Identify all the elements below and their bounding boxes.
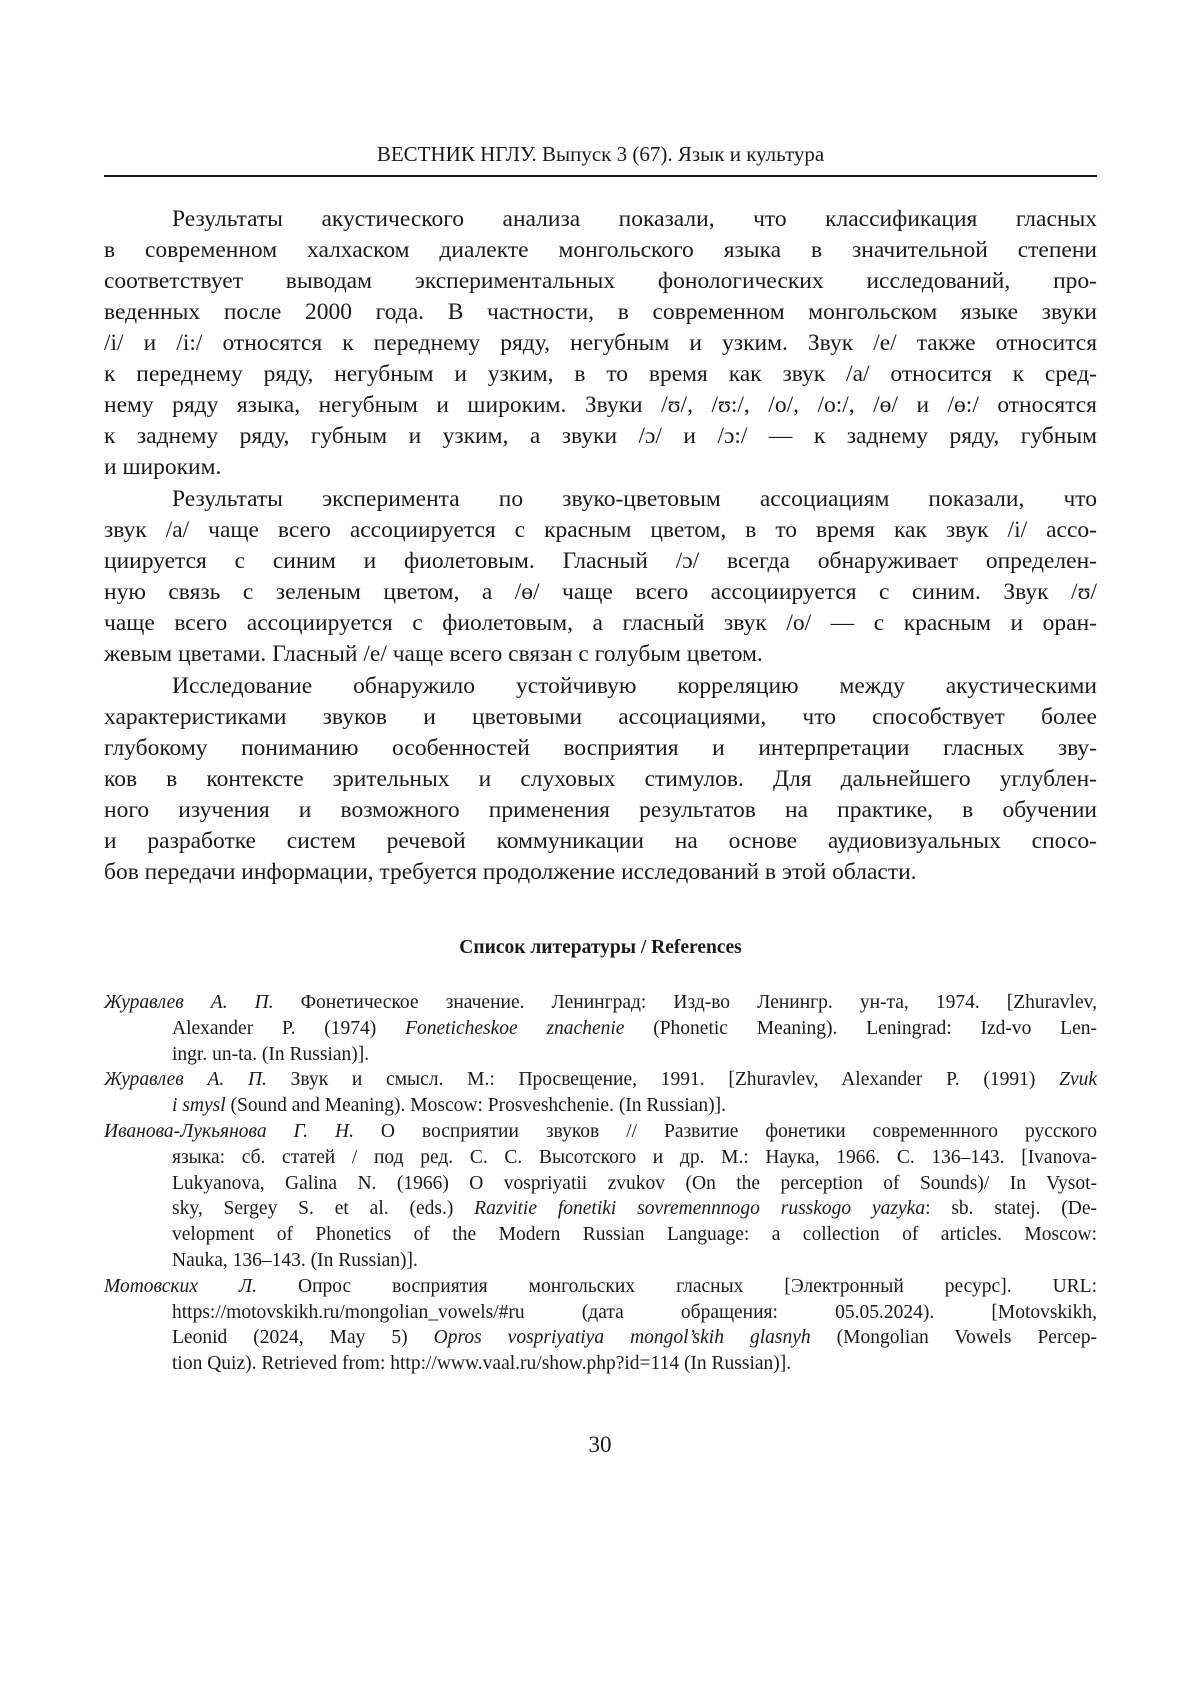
text-line: жевым цветами. Гласный /e/ чаще всего связан с голубым цветом. (104, 639, 1097, 670)
text-segment: Alexander P. (1974) (172, 1018, 405, 1039)
reference-line (104, 1325, 1097, 1351)
reference-line (104, 990, 1097, 1016)
text-line: и разработке систем речевой коммуникации на основе аудиовизуальных спосо- (104, 826, 1097, 857)
text-line: Исследование обнаружило устойчивую корреляцию между акустическими (104, 671, 1097, 702)
text-segment: https://motovskikh.ru/mongolian_vowels/#ru (дата обращения: 05.05.2024). [Motovskikh, (172, 1302, 1097, 1323)
reference-line (104, 1351, 1097, 1377)
paragraph (104, 204, 1097, 483)
italic-segment: Мотовских Л. (104, 1276, 257, 1297)
page-number: 30 (0, 1432, 1200, 1458)
italic-segment: Журавлев А. П. (104, 1069, 267, 1090)
header-rule (104, 175, 1097, 177)
reference-line (104, 1171, 1097, 1197)
paragraph (104, 671, 1097, 888)
text-segment: Опрос восприятия монгольских гласных [Электронный ресурс]. URL: (257, 1276, 1097, 1297)
reference-item (104, 990, 1097, 1067)
reference-line (104, 1145, 1097, 1171)
text-line: бов передачи информации, требуется продолжение исследований в этой области. (104, 857, 1097, 888)
italic-segment: Журавлев А. П. (104, 992, 274, 1013)
text-line: в современном халхаском диалекте монгольского языка в значительной степени (104, 235, 1097, 266)
reference-item (104, 1119, 1097, 1274)
references-heading: Список литературы / References (104, 937, 1097, 959)
text-line: звук /a/ чаще всего ассоциируется с красным цветом, в то время как звук /i/ ассо- (104, 515, 1097, 546)
text-line: Результаты эксперимента по звуко-цветовым ассоциациям показали, что (104, 484, 1097, 515)
text-line: ков в контексте зрительных и слуховых стимулов. Для дальнейшего углублен- (104, 764, 1097, 795)
references-list (104, 990, 1097, 1377)
reference-line (104, 1067, 1097, 1093)
text-line: к заднему ряду, губным и узким, а звуки /ɔ/ и /ɔ:/ — к заднему ряду, губным (104, 421, 1097, 452)
text-segment: ingr. un-ta. (In Russian)]. (172, 1044, 369, 1065)
text-line: соответствует выводам экспериментальных фонологических исследований, про- (104, 266, 1097, 297)
article-body (104, 204, 1097, 889)
italic-segment: Opros vospriyatiya mongol’skih glasnyh (434, 1327, 811, 1348)
paragraph (104, 484, 1097, 670)
reference-item (104, 1274, 1097, 1377)
reference-line (104, 1016, 1097, 1042)
reference-line (104, 1300, 1097, 1326)
text-segment: Nauka, 136–143. (In Russian)]. (172, 1250, 418, 1271)
text-line: ную связь с зеленым цветом, а /ɵ/ чаще всего ассоциируется с синим. Звук /ʊ/ (104, 577, 1097, 608)
reference-line (104, 1042, 1097, 1068)
running-header: ВЕСТНИК НГЛУ. Выпуск 3 (67). Язык и культура (104, 142, 1097, 167)
text-segment: tion Quiz). Retrieved from: http://www.vaal.ru/show.php?id=114 (In Russian)]. (172, 1353, 791, 1374)
text-segment: языка: сб. статей / под ред. С. С. Высотского и др. М.: Наука, 1966. С. 136–143. [Ivanova- (172, 1147, 1097, 1168)
italic-segment: i smysl (172, 1095, 226, 1116)
text-segment: velopment of Phonetics of the Modern Russian Language: a collection of articles. Moscow: (172, 1224, 1097, 1245)
italic-segment: Foneticheskoe znachenie (405, 1018, 624, 1039)
reference-line (104, 1093, 1097, 1119)
reference-line (104, 1196, 1097, 1222)
italic-segment: Zvuk (1059, 1069, 1097, 1090)
text-segment: (Mongolian Vowels Percep- (811, 1327, 1097, 1348)
text-segment: Фонетическое значение. Ленинград: Изд-во Ленингр. ун-та, 1974. [Zhuravlev, (274, 992, 1097, 1013)
text-segment: sky, Sergey S. et al. (eds.) (172, 1198, 474, 1219)
italic-segment: Razvitie fonetiki sovremennnogo russkogo yazyka (474, 1198, 925, 1219)
text-segment: Leonid (2024, May 5) (172, 1327, 434, 1348)
text-line: веденных после 2000 года. В частности, в современном монгольском языке звуки (104, 297, 1097, 328)
text-segment: (Phonetic Meaning). Leningrad: Izd-vo Len- (624, 1018, 1097, 1039)
text-line: чаще всего ассоциируется с фиолетовым, а гласный звук /o/ — с красным и оран- (104, 608, 1097, 639)
reference-item (104, 1067, 1097, 1119)
text-line: нему ряду языка, негубным и широким. Звуки /ʊ/, /ʊ:/, /o/, /o:/, /ɵ/ и /ɵ:/ относятся (104, 390, 1097, 421)
text-segment: (Sound and Meaning). Moscow: Prosveshchenie. (In Russian)]. (226, 1095, 726, 1116)
reference-line (104, 1248, 1097, 1274)
text-line: и широким. (104, 452, 1097, 483)
reference-line (104, 1222, 1097, 1248)
text-segment: : sb. statej. (De- (925, 1198, 1097, 1219)
reference-line (104, 1274, 1097, 1300)
italic-segment: Иванова-Лукьянова Г. Н. (104, 1121, 354, 1142)
text-line: характеристиками звуков и цветовыми ассоциациями, что способствует более (104, 702, 1097, 733)
text-segment: Звук и смысл. М.: Просвещение, 1991. [Zhuravlev, Alexander P. (1991) (267, 1069, 1059, 1090)
text-line: /i/ и /i:/ относятся к переднему ряду, негубным и узким. Звук /e/ также относится (104, 328, 1097, 359)
text-line: циируется с синим и фиолетовым. Гласный /ɔ/ всегда обнаруживает определен- (104, 546, 1097, 577)
text-line: к переднему ряду, негубным и узким, в то время как звук /a/ относится к сред- (104, 359, 1097, 390)
text-line: ного изучения и возможного применения результатов на практике, в обучении (104, 795, 1097, 826)
text-line: Результаты акустического анализа показали, что классификация гласных (104, 204, 1097, 235)
text-segment: О восприятии звуков // Развитие фонетики современнного русского (354, 1121, 1097, 1142)
reference-line (104, 1119, 1097, 1145)
text-segment: Lukyanova, Galina N. (1966) O vospriyatii zvukov (On the perception of Sounds)/ In Vysot- (172, 1173, 1097, 1194)
text-line: глубокому пониманию особенностей восприятия и интерпретации гласных зву- (104, 733, 1097, 764)
